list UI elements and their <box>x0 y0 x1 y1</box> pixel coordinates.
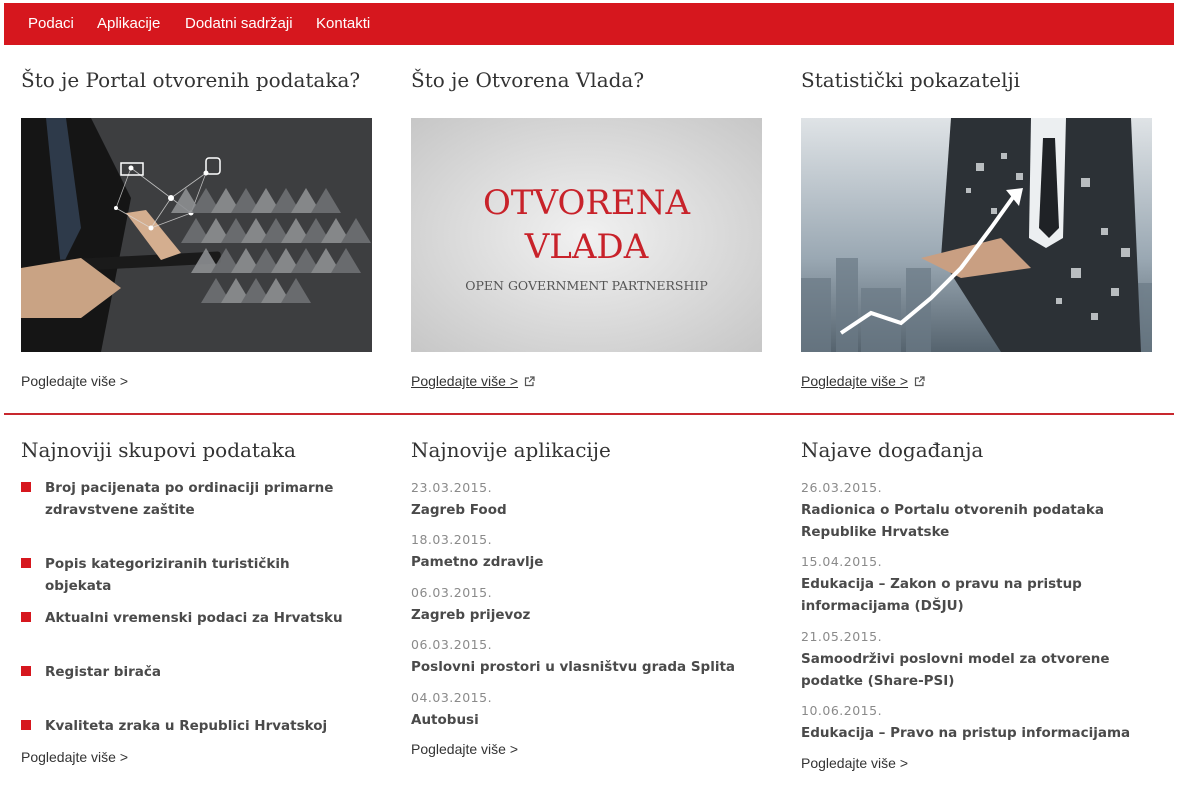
business-growth-illustration <box>801 118 1152 352</box>
event-link[interactable]: Samoodrživi poslovni model za otvorene podatke (Share-PSI) <box>801 651 1110 689</box>
feature-more-link-portal[interactable]: Pogledajte više > <box>21 373 129 389</box>
event-link[interactable]: Edukacija – Zakon o pravu na pristup informacijama (DŠJU) <box>801 576 1082 614</box>
event-date: 15.04.2015. <box>801 554 883 569</box>
feature-more-link-label: Pogledajte više > <box>411 373 519 389</box>
bullet-square-icon <box>21 482 31 492</box>
event-date: 26.03.2015. <box>801 480 883 495</box>
banner-line-2: VLADA <box>524 227 649 267</box>
app-link[interactable]: Autobusi <box>411 712 479 728</box>
external-link-icon <box>914 376 925 387</box>
banner-subtitle: OPEN GOVERNMENT PARTNERSHIP <box>465 278 708 293</box>
otvorena-vlada-banner <box>411 118 762 352</box>
nav-item-kontakti[interactable]: Kontakti <box>316 15 371 32</box>
datasets-more-link[interactable]: Pogledajte više > <box>21 749 129 765</box>
apps-more-link[interactable]: Pogledajte više > <box>411 741 519 757</box>
app-date: 04.03.2015. <box>411 690 493 705</box>
nav-item-podaci[interactable]: Podaci <box>28 15 74 32</box>
otvorena-vlada-promo-image[interactable] <box>411 118 762 352</box>
event-date: 10.06.2015. <box>801 703 883 718</box>
nav-item-aplikacije[interactable]: Aplikacije <box>97 15 161 32</box>
app-link[interactable]: Pametno zdravlje <box>411 554 544 570</box>
app-date: 06.03.2015. <box>411 585 493 600</box>
app-link[interactable]: Zagreb Food <box>411 502 507 518</box>
event-link[interactable]: Edukacija – Pravo na pristup informacijama <box>801 725 1131 741</box>
external-link-icon <box>524 376 535 387</box>
app-date: 18.03.2015. <box>411 532 493 547</box>
bullet-square-icon <box>21 612 31 622</box>
bullet-square-icon <box>21 558 31 568</box>
dataset-link[interactable]: Broj pacijenata po ordinaciji primarne zdravstvene zaštite <box>45 480 334 518</box>
events-more-link[interactable]: Pogledajte više > <box>801 755 909 771</box>
business-network-illustration <box>21 118 372 352</box>
dataset-link[interactable]: Popis kategoriziranih turističkih objekata <box>45 556 290 594</box>
dataset-link[interactable]: Kvaliteta zraka u Republici Hrvatskoj <box>45 718 328 734</box>
feature-more-link-label: Pogledajte više > <box>801 373 909 389</box>
section-divider <box>4 413 1174 415</box>
apps-heading: Najnovije aplikacije <box>411 438 611 462</box>
dataset-link[interactable]: Aktualni vremenski podaci za Hrvatsku <box>45 610 343 626</box>
dataset-link[interactable]: Registar birača <box>45 664 161 680</box>
feature-more-link-statisticki[interactable] <box>801 373 925 389</box>
feature-title-otvorena-vlada[interactable]: Što je Otvorena Vlada? <box>411 68 645 92</box>
bullet-square-icon <box>21 666 31 676</box>
top-navigation-bar <box>4 3 1174 45</box>
app-link[interactable]: Poslovni prostori u vlasništvu grada Splita <box>411 659 736 675</box>
app-date: 06.03.2015. <box>411 637 493 652</box>
event-date: 21.05.2015. <box>801 629 883 644</box>
bullet-square-icon <box>21 720 31 730</box>
app-link[interactable]: Zagreb prijevoz <box>411 607 531 623</box>
nav-item-dodatni-sadrzaji[interactable]: Dodatni sadržaji <box>185 15 293 32</box>
feature-title-portal[interactable]: Što je Portal otvorenih podataka? <box>21 68 361 92</box>
event-link[interactable]: Radionica o Portalu otvorenih podataka Republike Hrvatske <box>801 502 1104 540</box>
banner-line-1: OTVORENA <box>482 183 691 223</box>
app-date: 23.03.2015. <box>411 480 493 495</box>
feature-title-statisticki[interactable]: Statistički pokazatelji <box>801 68 1021 92</box>
feature-more-link-otvorena-vlada[interactable] <box>411 373 535 389</box>
portal-promo-image[interactable] <box>21 118 372 352</box>
datasets-heading: Najnoviji skupovi podataka <box>21 438 296 462</box>
events-heading: Najave događanja <box>801 438 984 462</box>
statistics-promo-image[interactable] <box>801 118 1152 352</box>
